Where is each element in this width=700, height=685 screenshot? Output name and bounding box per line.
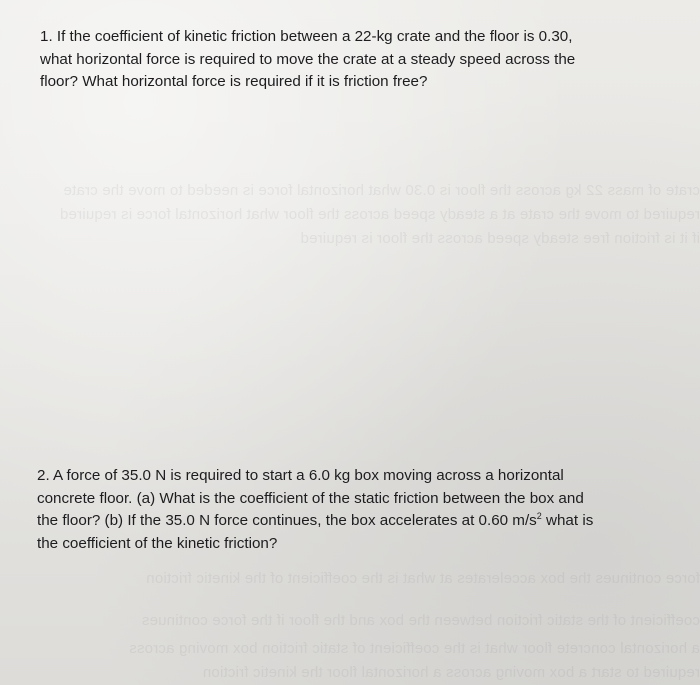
bleed-through-text: required to start a box moving across a horizontal floor the kinetic friction: [202, 664, 700, 681]
question-1-line: 1. If the coefficient of kinetic friction between a 22-kg crate and the floor is 0.30,: [40, 28, 573, 45]
question-1-line: what horizontal force is required to move the crate at a steady speed across the: [40, 50, 576, 68]
bleed-through-text: crate of mass 22 kg across the floor is 0.30 what horizontal force is needed to move the crate: [63, 182, 700, 199]
question-1: [40, 26, 650, 94]
question-1-line: floor? What horizontal force is required if it is friction free?: [40, 73, 428, 90]
bleed-through-text: a horizontal concrete floor what is the coefficient of static friction box moving across: [129, 640, 700, 657]
bleed-through-text: coefficient of the static friction between the box and the floor if the force continues: [141, 612, 700, 629]
question-2-line: the coefficient of the kinetic friction?: [37, 534, 278, 552]
bleed-through-text: force continues the box accelerates at what is the coefficient of the kinetic friction: [146, 570, 700, 587]
question-2: [37, 465, 677, 555]
bleed-through-text: required to move the crate at a steady speed across the floor what horizontal force is required: [59, 206, 700, 223]
bleed-through-text: if it is friction free steady speed across the floor is required: [300, 230, 700, 247]
question-2-line: concrete floor. (a) What is the coefficient of the static friction between the box and: [37, 489, 584, 507]
exponent-superscript: 2: [536, 510, 542, 521]
question-2-line: 2. A force of 35.0 N is required to start a 6.0 kg box moving across a horizontal: [37, 467, 564, 484]
question-2-line: the floor? (b) If the 35.0 N force continues, the box accelerates at 0.60 m/s: [37, 512, 537, 529]
question-2-line: what is: [541, 512, 594, 529]
